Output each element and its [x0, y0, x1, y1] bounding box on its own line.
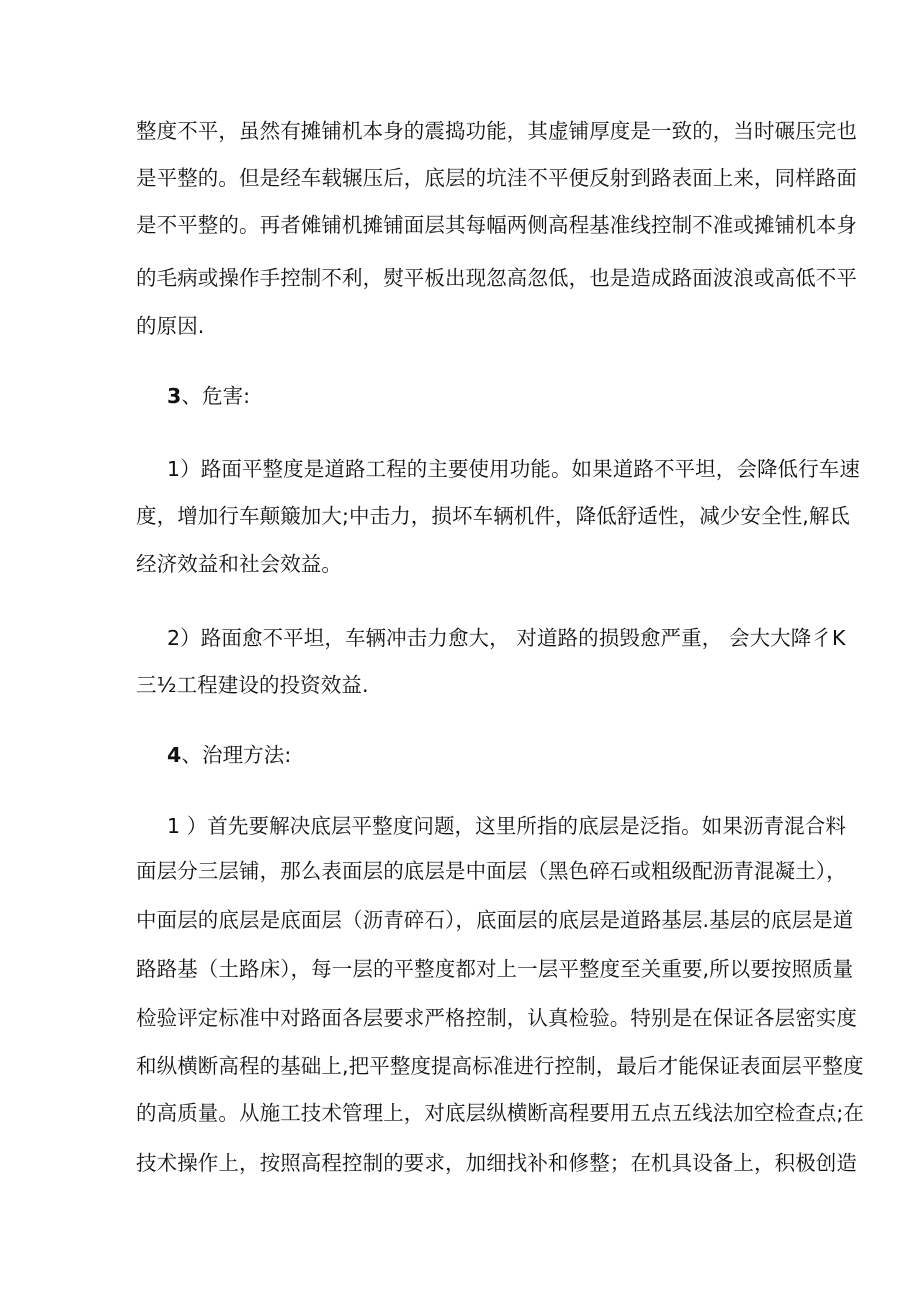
method-1-line-5: 检验评定标准中对路面各层要求严格控制，认真检验。特别是在保证各层密实度	[136, 1006, 857, 1030]
paragraph-intro-line-2: 是平整的。但是经车载辗压后，底层的坑洼不平便反射到路表面上来，同样路面	[136, 166, 857, 190]
section-3-title: 、危害:	[181, 384, 251, 408]
method-1-line-6: 和纵横断高程的基础上,把平整度提高标准进行控制，最后才能保证表面层平整度	[136, 1054, 864, 1078]
harm-1-line-1: 1）路面平整度是道路工程的主要使用功能。如果道路不平坦，会降低行车速	[167, 457, 860, 481]
method-1-line-4: 路路基（土路床），每一层的平整度都对上一层平整度至关重要,所以要按照质量	[136, 957, 854, 981]
section-3-heading	[167, 383, 250, 409]
method-1-line-3: 中面层的底层是底面层（沥青碎石），底面层的底层是道路基层.基层的底层是道	[136, 908, 854, 932]
harm-1-line-3: 经济效益和社会效益。	[136, 552, 342, 576]
harm-2-line-2: 三½工程建设的投资效益.	[136, 673, 369, 697]
section-3-number: 3	[167, 384, 182, 408]
paragraph-intro-line-4: 的毛病或操作手控制不利，熨平板出现忽高忽低，也是造成路面波浪或高低不平	[136, 266, 857, 290]
paragraph-intro-line-1: 整度不平，虽然有摊铺机本身的震捣功能，其虚铺厚度是一致的，当时碾压完也	[136, 119, 857, 143]
method-1-line-2: 面层分三层铺，那么表面层的底层是中面层（黑色碎石或粗级配沥青混凝土），	[136, 859, 847, 883]
method-1-line-1: 1 ）首先要解决底层平整度问题，这里所指的底层是泛指。如果沥青混合料	[167, 814, 846, 838]
section-4-title: 、治理方法:	[181, 743, 292, 767]
paragraph-intro-line-3: 是不平整的。再者傩铺机摊铺面层其每幅两侧高程基准线控制不准或摊铺机本身	[136, 213, 857, 237]
section-4-heading	[167, 742, 291, 768]
method-1-line-7: 的高质量。从施工技术管理上，对底层纵横断高程要用五点五线法加空检查点;在	[136, 1101, 865, 1125]
method-1-line-8: 技术操作上，按照高程控制的要求，加细找补和修整；在机具设备上，积极创造	[136, 1151, 857, 1175]
paragraph-intro-line-5: 的原因.	[136, 314, 205, 338]
section-4-number: 4	[167, 743, 182, 767]
harm-1-line-2: 度，增加行车颠簸加大;中击力，损坏车辆机件，降低舒适性，减少安全性,解氐	[136, 504, 851, 528]
harm-2-line-1: 2）路面愈不平坦，车辆冲击力愈大， 对道路的损毁愈严重， 会大大降彳K	[167, 626, 846, 650]
